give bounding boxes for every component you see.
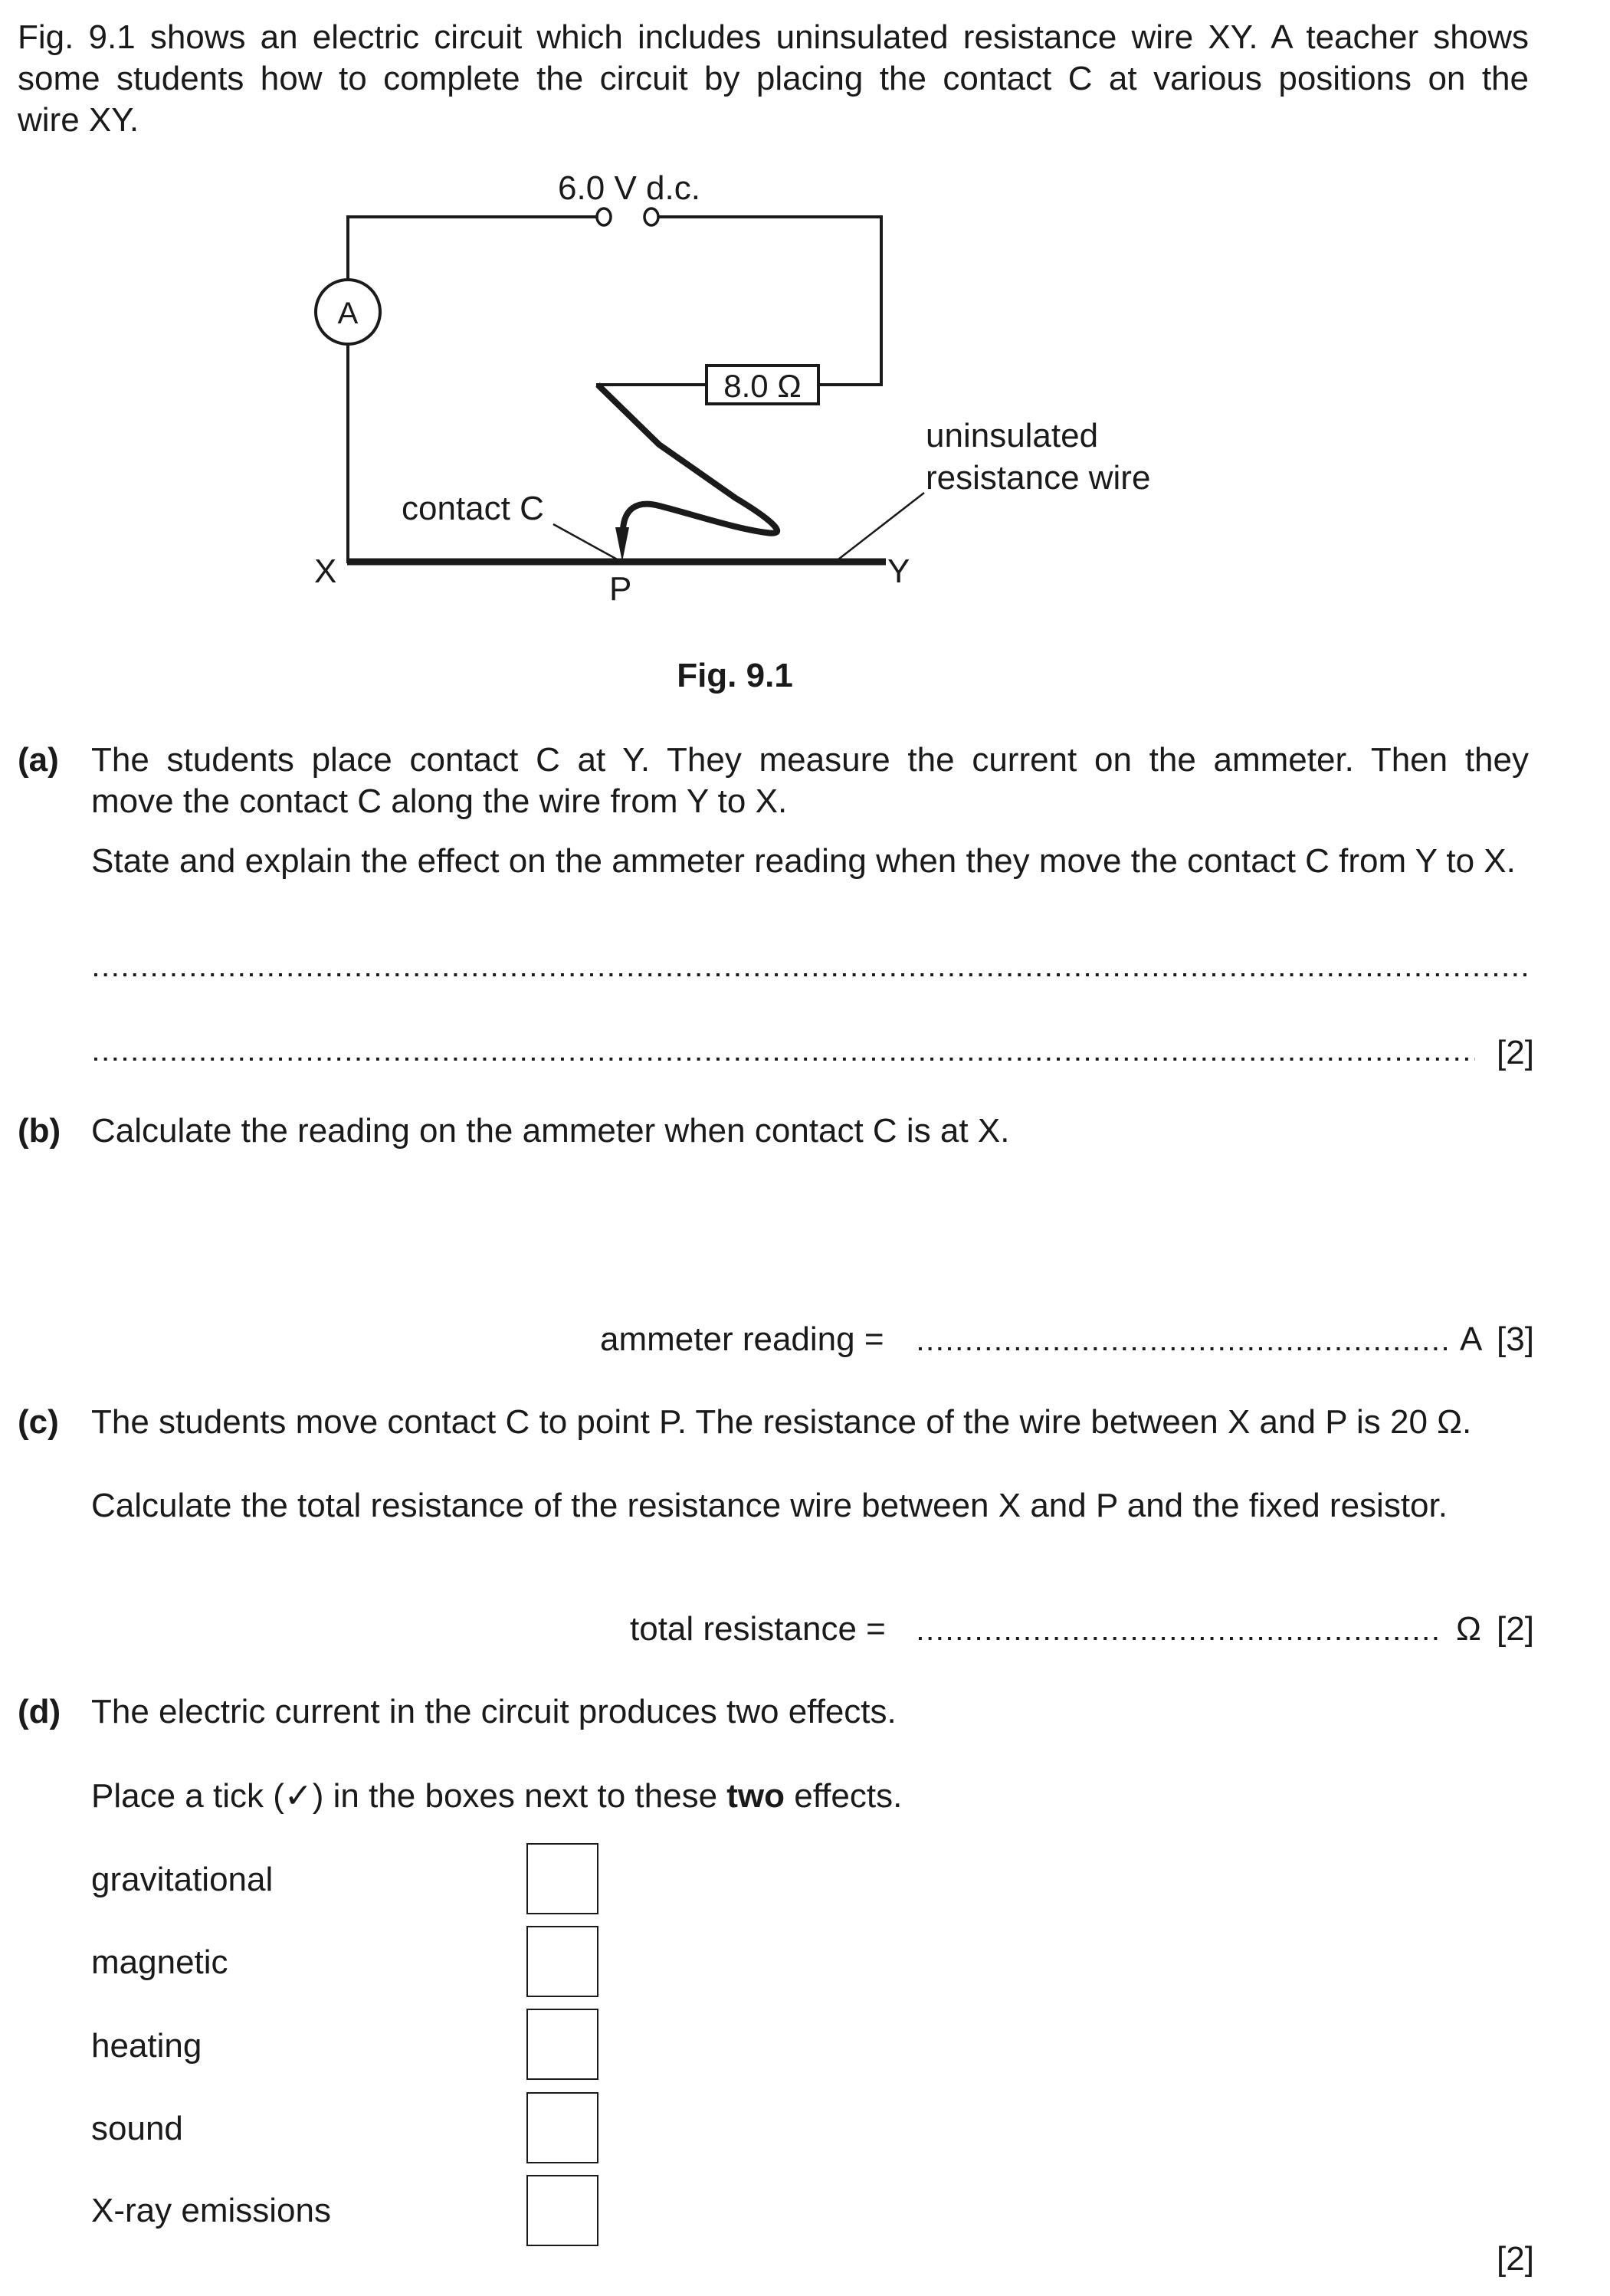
contact-leader-line: [553, 524, 621, 562]
tick-box-x-ray-emissions[interactable]: [526, 2175, 598, 2246]
supply-label: 6.0 V d.c.: [558, 169, 700, 207]
intro-line-1: Fig. 9.1 shows an electric circuit which includes uninsulated resistance wire XY. A teacher shows: [18, 18, 1529, 56]
flying-lead: [598, 385, 777, 533]
instruction-bold: two: [726, 1777, 785, 1815]
ammeter-label: A: [337, 297, 359, 330]
part-b-question: Calculate the reading on the ammeter when contact C is at X.: [91, 1112, 1010, 1150]
part-b-label: (b): [18, 1112, 61, 1150]
part-b-unit: A: [1460, 1320, 1483, 1358]
contact-c-label: contact C: [402, 490, 544, 527]
option-label-gravitational: gravitational: [91, 1861, 274, 1898]
instruction-pre: Place a tick (✓) in the boxes next to these: [91, 1777, 727, 1815]
part-c-marks: [2]: [1497, 1610, 1534, 1648]
part-b-answer-field[interactable]: [919, 1347, 1448, 1350]
point-x-label: X: [314, 553, 337, 590]
part-d-marks: [2]: [1497, 2240, 1534, 2278]
part-b-marks: [3]: [1497, 1320, 1534, 1358]
wire-leader-line: [835, 493, 924, 562]
part-a-line-1: The students place contact C at Y. They measure the current on the ammeter. Then they: [91, 741, 1529, 779]
part-a-label: (a): [18, 741, 59, 779]
tick-box-gravitational[interactable]: [526, 1843, 598, 1914]
part-c-answer-label: total resistance =: [630, 1610, 886, 1648]
instruction-post: effects.: [785, 1777, 903, 1815]
part-a-marks: [2]: [1497, 1034, 1534, 1071]
tick-box-heating[interactable]: [526, 2009, 598, 2080]
wire-label-line-1: uninsulated: [926, 417, 1099, 454]
intro-line-3: wire XY.: [18, 101, 139, 139]
option-label-magnetic: magnetic: [91, 1943, 228, 1981]
option-label-heating: heating: [91, 2027, 202, 2065]
supply-terminal-positive-icon: [644, 208, 658, 225]
part-b-answer-label: ammeter reading =: [600, 1320, 884, 1358]
part-a-text: [91, 740, 1529, 822]
point-p-label: P: [609, 570, 632, 608]
supply-terminal-negative-icon: [597, 208, 611, 225]
part-c-instruction: Calculate the total resistance of the resistance wire between X and P and the fixed resistor.: [91, 1487, 1448, 1524]
point-y-label: Y: [887, 553, 910, 590]
contact-arrow-icon: [615, 527, 629, 562]
option-label-x-ray-emissions: X-ray emissions: [91, 2192, 331, 2229]
part-d-line-1: The electric current in the circuit produces two effects.: [91, 1693, 897, 1730]
part-a-answer-line-2[interactable]: [94, 1058, 1475, 1061]
part-a-answer-line-1[interactable]: [94, 973, 1531, 976]
part-a-instruction: State and explain the effect on the ammeter reading when they move the contact C from Y to X.: [91, 842, 1516, 880]
tick-box-magnetic[interactable]: [526, 1926, 598, 1997]
part-a-line-2: move the contact C along the wire from Y to X.: [91, 782, 788, 820]
part-c-line-1: The students move contact C to point P. The resistance of the wire between X and P is 20 Ω.: [91, 1403, 1472, 1441]
option-label-sound: sound: [91, 2110, 183, 2147]
part-c-unit: Ω: [1456, 1610, 1481, 1648]
part-d-label: (d): [18, 1693, 61, 1730]
part-d-instruction: [91, 1776, 902, 1817]
wire-label-line-2: resistance wire: [926, 459, 1151, 497]
tick-box-sound[interactable]: [526, 2092, 598, 2163]
circuit-diagram: [0, 0, 1610, 705]
intro-line-2: some students how to complete the circuit by placing the contact C at various positions on the: [18, 60, 1529, 97]
part-c-label: (c): [18, 1403, 59, 1441]
resistor-label: 8.0 Ω: [723, 368, 802, 404]
part-c-answer-field[interactable]: [919, 1637, 1442, 1640]
figure-caption: Fig. 9.1: [677, 657, 793, 694]
